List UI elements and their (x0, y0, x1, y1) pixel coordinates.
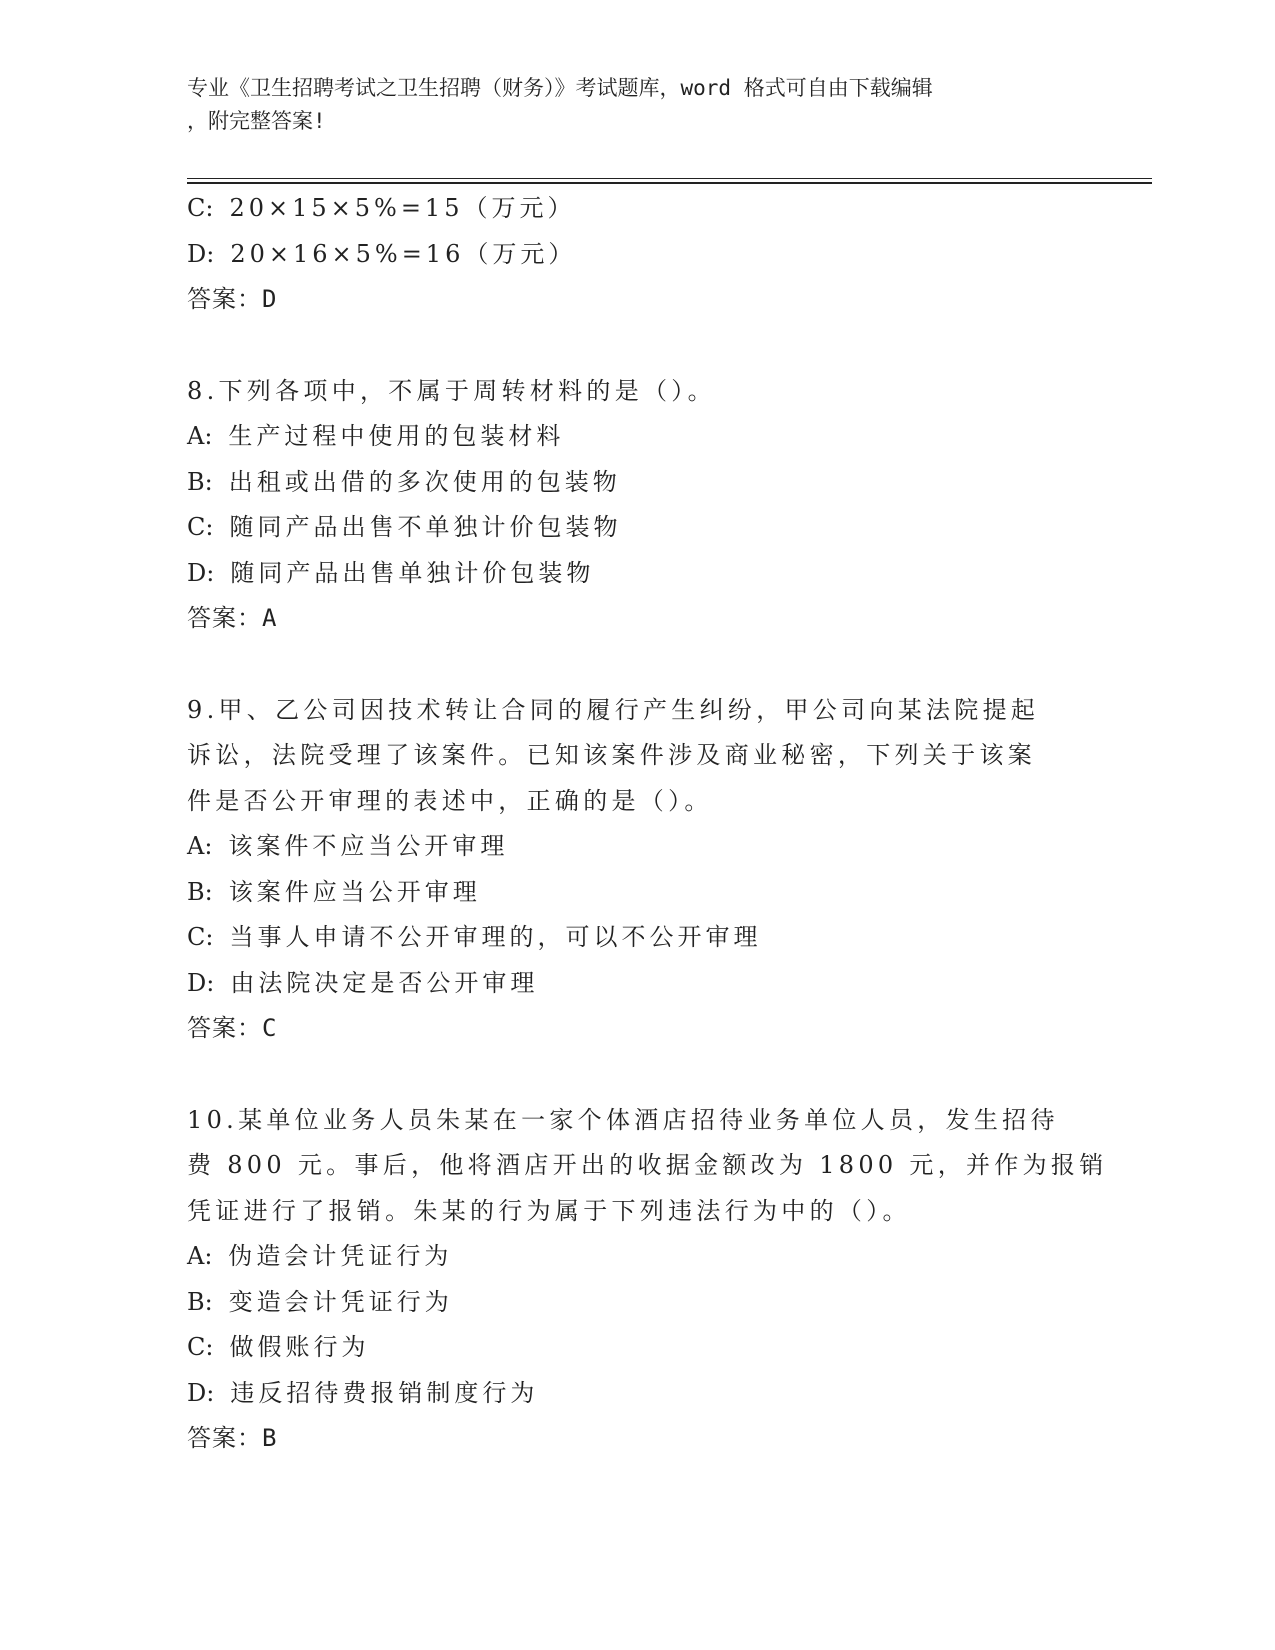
option-c (187, 505, 1107, 551)
question-stem: 9.甲、乙公司因技术转让合同的履行产生纠纷，甲公司向某法院提起 (187, 695, 1040, 724)
option-a (187, 824, 1107, 870)
option-c (187, 1325, 1107, 1371)
option-text: 该案件不应当公开审理 (228, 832, 509, 860)
option-b (187, 870, 1107, 916)
option-text: 变造会计凭证行为 (228, 1287, 453, 1316)
option-text: 随同产品出售单独计价包装物 (230, 558, 595, 587)
option-key: D: (187, 968, 215, 997)
option-text: 违反招待费报销制度行为 (230, 1378, 539, 1407)
question-10 (187, 1098, 1107, 1462)
option-d (187, 232, 1107, 278)
option-key: B: (187, 1287, 213, 1316)
option-key: C: (187, 194, 214, 222)
prev-question-tail (187, 186, 1107, 323)
question-content (187, 186, 1107, 1462)
answer-line: 答案：C (187, 1014, 278, 1042)
question-stem: 凭证进行了报销。朱某的行为属于下列违法行为中的（）。 (187, 1196, 911, 1225)
option-b (187, 1280, 1107, 1326)
option-key: A: (187, 1242, 213, 1270)
header-divider-thick (187, 182, 1152, 184)
option-c (187, 186, 1107, 232)
option-key: D: (187, 239, 215, 268)
option-text: 出租或出借的多次使用的包装物 (228, 467, 621, 496)
option-key: C: (187, 513, 214, 541)
option-c (187, 915, 1107, 961)
document-header (187, 72, 1087, 138)
answer-line: 答案：B (187, 1424, 278, 1452)
option-text: 做假账行为 (229, 1333, 370, 1361)
option-key: B: (187, 877, 213, 906)
option-key: D: (187, 1378, 215, 1407)
option-text: 随同产品出售不单独计价包装物 (229, 513, 622, 541)
option-text: 20×15×5%=15（万元） (229, 194, 576, 222)
option-d (187, 551, 1107, 597)
option-key: B: (187, 467, 213, 496)
option-text: 伪造会计凭证行为 (228, 1242, 453, 1270)
option-a (187, 1234, 1107, 1280)
question-stem: 8.下列各项中，不属于周转材料的是（）。 (187, 376, 716, 405)
option-d (187, 1371, 1107, 1417)
option-text: 20×16×5%=16（万元） (230, 239, 577, 268)
question-9 (187, 688, 1107, 1052)
question-8 (187, 369, 1107, 642)
option-text: 该案件应当公开审理 (228, 877, 481, 906)
question-stem: 10.某单位业务人员朱某在一家个体酒店招待业务单位人员，发生招待 (187, 1105, 1059, 1134)
header-line-2: ，附完整答案! (187, 109, 326, 133)
option-text: 生产过程中使用的包装材料 (228, 422, 565, 450)
option-a (187, 414, 1107, 460)
option-key: D: (187, 558, 215, 587)
answer-line: 答案：A (187, 604, 278, 632)
question-stem: 费 800 元。事后，他将酒店开出的收据金额改为 1800 元，并作为报销 (187, 1151, 1108, 1179)
question-stem: 件是否公开审理的表述中，正确的是（）。 (187, 786, 713, 815)
option-key: C: (187, 923, 214, 951)
option-d (187, 961, 1107, 1007)
question-stem: 诉讼，法院受理了该案件。已知该案件涉及商业秘密，下列关于该案 (187, 741, 1036, 769)
option-text: 由法院决定是否公开审理 (230, 968, 539, 997)
option-b (187, 460, 1107, 506)
option-key: C: (187, 1333, 214, 1361)
header-line-1: 专业《卫生招聘考试之卫生招聘（财务）》考试题库，word 格式可自由下载编辑 (187, 76, 933, 100)
option-key: A: (187, 832, 213, 860)
option-text: 当事人申请不公开审理的，可以不公开审理 (229, 923, 762, 951)
answer-line: 答案：D (187, 285, 278, 313)
option-key: A: (187, 422, 213, 450)
header-divider (187, 178, 1152, 179)
